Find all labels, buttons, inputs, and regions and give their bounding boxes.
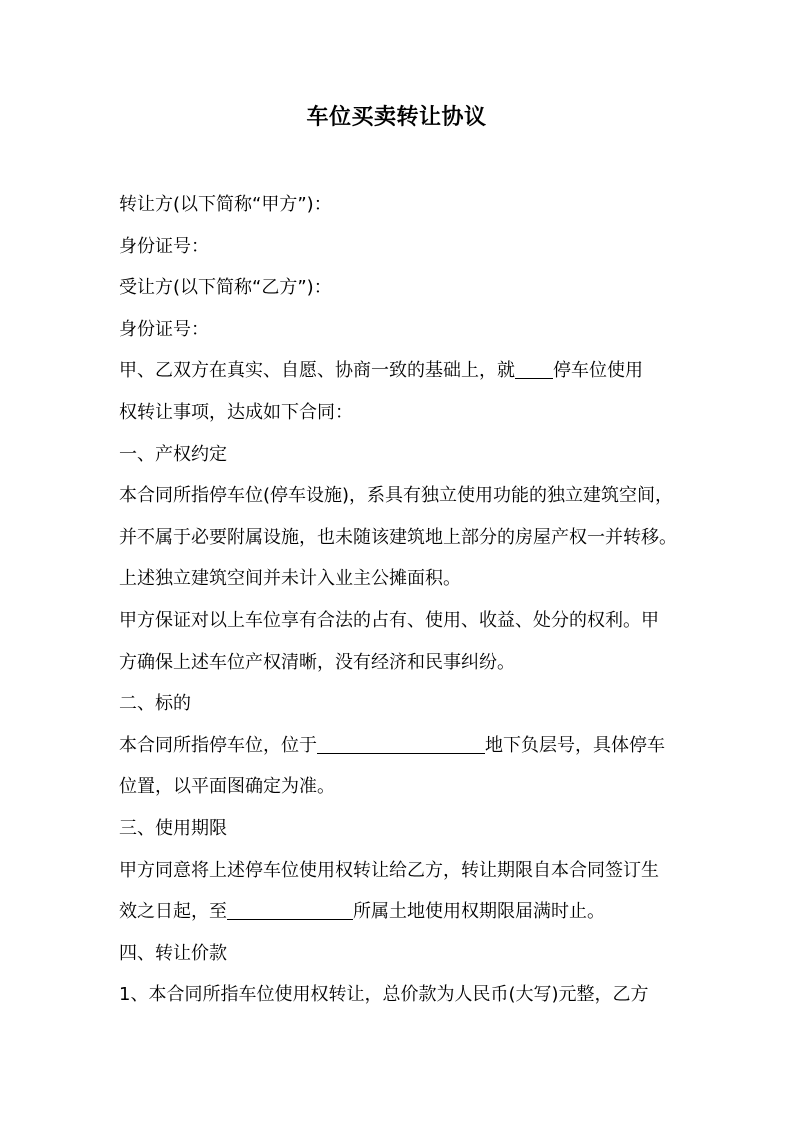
property-paragraph-line-2: 并不属于必要附属设施，也未随该建筑地上部分的房屋产权一并转移。 — [119, 526, 677, 548]
term-paragraph-line-2 — [119, 891, 679, 933]
guarantee-paragraph-line-2: 方确保上述车位产权清晰，没有经济和民事纠纷。 — [119, 651, 515, 673]
party-b-line: 受让方(以下简称“乙方”)： — [119, 277, 332, 299]
section-heading-price: 四、转让价款 — [119, 942, 227, 964]
subject-text-before: 本合同所指停车位，位于 — [119, 734, 317, 756]
section-heading-property: 一、产权约定 — [119, 443, 227, 465]
section-heading-term: 三、使用期限 — [119, 817, 227, 839]
party-b-id-line: 身份证号： — [119, 318, 209, 340]
subject-paragraph-line-1 — [119, 725, 679, 767]
term-text-before: 效之日起，至 — [119, 901, 227, 923]
property-paragraph-line-3: 上述独立建筑空间并未计入业主公摊面积。 — [119, 568, 461, 590]
guarantee-paragraph-line-1: 甲方保证对以上车位享有合法的占有、使用、收益、处分的权利。甲 — [119, 609, 659, 631]
parking-space-blank — [515, 358, 553, 379]
location-blank — [317, 733, 485, 754]
property-paragraph-line-1: 本合同所指停车位(停车设施)，系具有独立使用功能的独立建筑空间， — [119, 485, 674, 507]
party-a-line: 转让方(以下简称“甲方”)： — [119, 194, 332, 215]
price-paragraph-line-1: 1、本合同所指车位使用权转让，总价款为人民币(大写)元整，乙方 — [119, 984, 649, 1006]
intro-line-1 — [119, 350, 679, 392]
intro-text-after: 停车位使用 — [553, 360, 643, 382]
subject-text-after: 地下负层号，具体停车 — [485, 734, 665, 756]
party-a-id-line: 身份证号： — [119, 235, 209, 257]
intro-line-2: 权转让事项，达成如下合同： — [119, 401, 353, 423]
section-heading-subject: 二、标的 — [119, 693, 191, 715]
document-title: 车位买卖转让协议 — [306, 105, 487, 130]
intro-text-before: 甲、乙双方在真实、自愿、协商一致的基础上，就 — [119, 360, 515, 382]
document-body — [119, 184, 679, 1016]
subject-paragraph-line-2: 位置，以平面图确定为准。 — [119, 776, 335, 798]
term-text-after: 所属土地使用权期限届满时止。 — [353, 901, 605, 923]
term-paragraph-line-1: 甲方同意将上述停车位使用权转让给乙方，转让期限自本合同签订生 — [119, 859, 659, 881]
term-end-blank — [227, 899, 353, 920]
